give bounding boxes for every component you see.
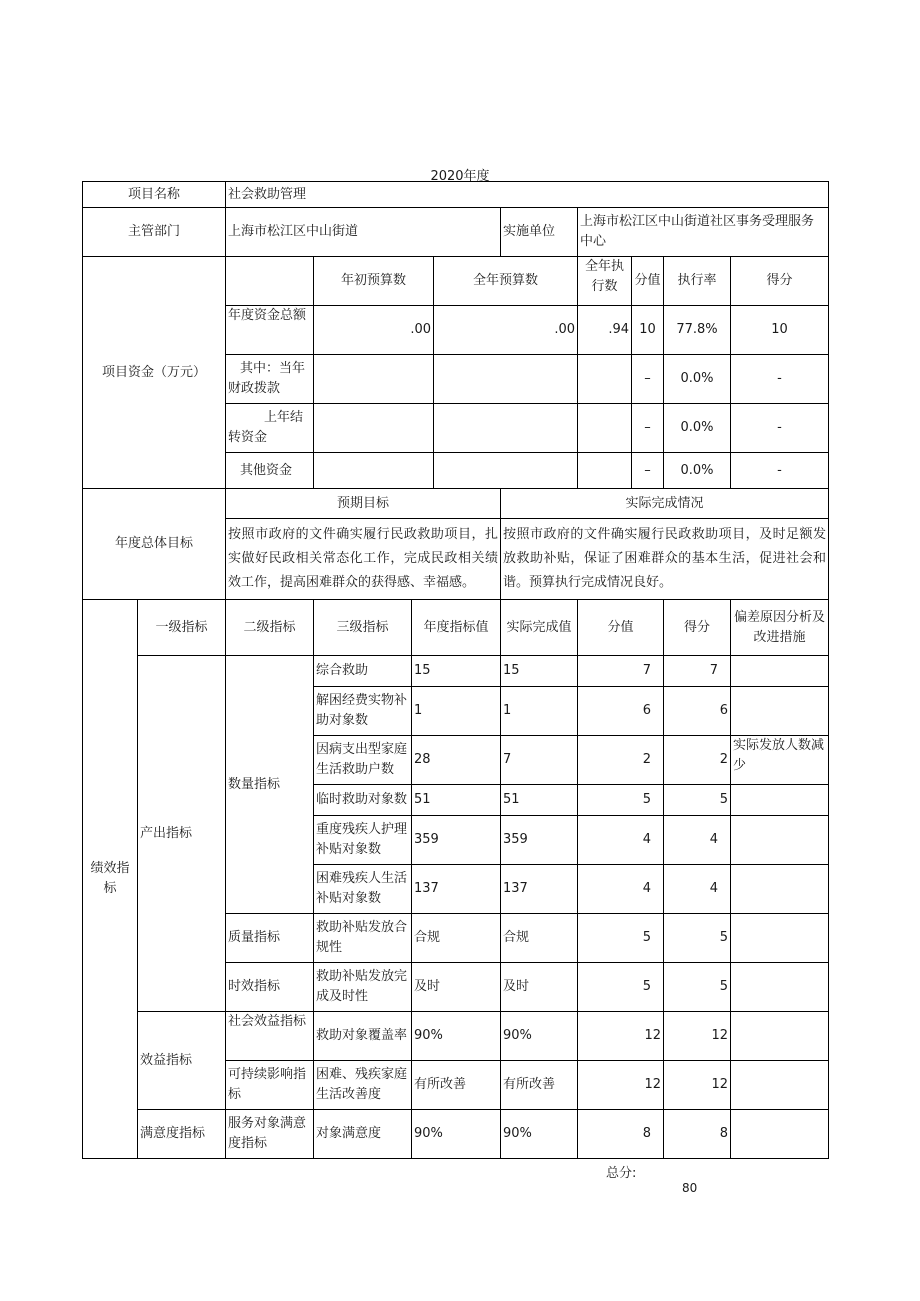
indicator-score: 2 xyxy=(664,736,731,785)
indicator-score: 8 xyxy=(664,1110,731,1159)
goals-expected-header: 预期目标 xyxy=(226,489,501,519)
indicator-score-value: 2 xyxy=(578,736,664,785)
sustain-label: 可持续影响指标 xyxy=(226,1061,314,1110)
fund-row-score: - xyxy=(731,404,829,453)
quantity-label: 数量指标 xyxy=(226,656,314,914)
perf-header-score-value: 分值 xyxy=(578,600,664,656)
indicator-score-value: 12 xyxy=(578,1012,664,1061)
fund-row-name: 其他资金 xyxy=(226,453,314,489)
perf-header-actual: 实际完成值 xyxy=(501,600,578,656)
indicator-name: 解困经费实物补助对象数 xyxy=(314,687,412,736)
fund-row-initial xyxy=(314,453,434,489)
indicator-score: 4 xyxy=(664,816,731,865)
funds-header-full: 全年预算数 xyxy=(434,257,578,306)
indicator-target: 合规 xyxy=(412,914,501,963)
indicator-name: 救助补贴发放完成及时性 xyxy=(314,963,412,1012)
indicator-score-value: 5 xyxy=(578,785,664,816)
fund-row-name: 上年结转资金 xyxy=(226,404,314,453)
indicator-score-value: 4 xyxy=(578,816,664,865)
dept-label: 主管部门 xyxy=(83,208,226,257)
funds-header-score-value: 分值 xyxy=(632,257,664,306)
indicator-score-value: 6 xyxy=(578,687,664,736)
year-title: 2020年度 xyxy=(430,169,490,184)
fund-row-score: - xyxy=(731,355,829,404)
fund-row-score-value: – xyxy=(632,355,664,404)
total-value: 80 xyxy=(682,1181,698,1195)
impl-unit-value: 上海市松江区中山街道社区事务受理服务中心 xyxy=(578,208,829,257)
indicator-analysis xyxy=(731,1061,829,1110)
funds-header-exec: 全年执行数 xyxy=(578,257,632,306)
perf-header-score: 得分 xyxy=(664,600,731,656)
indicator-target: 有所改善 xyxy=(412,1061,501,1110)
indicator-actual: 有所改善 xyxy=(501,1061,578,1110)
indicator-analysis xyxy=(731,963,829,1012)
fund-row-full xyxy=(434,355,578,404)
indicator-name: 困难、残疾家庭生活改善度 xyxy=(314,1061,412,1110)
indicator-score: 12 xyxy=(664,1061,731,1110)
fund-row-exec: .94 xyxy=(578,306,632,355)
fund-row-initial: .00 xyxy=(314,306,434,355)
indicator-score-value: 12 xyxy=(578,1061,664,1110)
fund-row-rate: 0.0% xyxy=(664,404,731,453)
funds-label: 项目资金（万元） xyxy=(83,257,226,489)
indicator-score-value: 8 xyxy=(578,1110,664,1159)
indicator-analysis xyxy=(731,1110,829,1159)
perf-header-l2: 二级指标 xyxy=(226,600,314,656)
fund-row-full xyxy=(434,404,578,453)
indicator-score: 5 xyxy=(664,785,731,816)
indicator-name: 困难残疾人生活补贴对象数 xyxy=(314,865,412,914)
goals-actual-header: 实际完成情况 xyxy=(501,489,829,519)
indicator-score-value: 4 xyxy=(578,865,664,914)
project-name-value: 社会救助管理 xyxy=(226,182,829,208)
fund-row-score: - xyxy=(731,453,829,489)
perf-header-target: 年度指标值 xyxy=(412,600,501,656)
indicator-name: 救助补贴发放合规性 xyxy=(314,914,412,963)
fund-row-rate: 0.0% xyxy=(664,355,731,404)
indicator-score: 7 xyxy=(664,656,731,687)
fund-row-name: 其中：当年财政拨款 xyxy=(226,355,314,404)
perf-header-analysis: 偏差原因分析及改进措施 xyxy=(731,600,829,656)
fund-row-initial xyxy=(314,355,434,404)
fund-row-initial xyxy=(314,404,434,453)
perf-header-l1: 一级指标 xyxy=(138,600,226,656)
satisfaction-label: 满意度指标 xyxy=(138,1110,226,1159)
timeliness-label: 时效指标 xyxy=(226,963,314,1012)
indicator-actual: 90% xyxy=(501,1012,578,1061)
goals-label: 年度总体目标 xyxy=(83,489,226,600)
indicator-actual: 137 xyxy=(501,865,578,914)
project-name-label: 项目名称 xyxy=(83,182,226,208)
benefit-label: 效益指标 xyxy=(138,1012,226,1110)
indicator-target: 1 xyxy=(412,687,501,736)
indicator-actual: 15 xyxy=(501,656,578,687)
fund-row-score-value: 10 xyxy=(632,306,664,355)
fund-row-score-value: – xyxy=(632,453,664,489)
indicator-analysis xyxy=(731,656,829,687)
indicator-name: 临时救助对象数 xyxy=(314,785,412,816)
indicator-score: 6 xyxy=(664,687,731,736)
indicator-name: 综合救助 xyxy=(314,656,412,687)
fund-row-full: .00 xyxy=(434,306,578,355)
impl-unit-label: 实施单位 xyxy=(501,208,578,257)
funds-header-blank xyxy=(226,257,314,306)
fund-row-exec xyxy=(578,453,632,489)
indicator-actual: 359 xyxy=(501,816,578,865)
indicator-analysis xyxy=(731,865,829,914)
satisfaction-l2: 服务对象满意度指标 xyxy=(226,1110,314,1159)
indicator-name: 重度残疾人护理补贴对象数 xyxy=(314,816,412,865)
funds-header-initial: 年初预算数 xyxy=(314,257,434,306)
fund-row-full xyxy=(434,453,578,489)
indicator-analysis xyxy=(731,1012,829,1061)
indicator-analysis: 实际发放人数减少 xyxy=(731,736,829,785)
fund-row-exec xyxy=(578,404,632,453)
indicator-target: 90% xyxy=(412,1012,501,1061)
indicator-name: 救助对象覆盖率 xyxy=(314,1012,412,1061)
indicator-score: 5 xyxy=(664,914,731,963)
fund-row-name: 年度资金总额 xyxy=(226,306,314,355)
indicator-score: 5 xyxy=(664,963,731,1012)
goals-actual-text: 按照市政府的文件确实履行民政救助项目，及时足额发放救助补贴，保证了困难群众的基本生活，促进社会和谐。预算执行完成情况良好。 xyxy=(501,519,829,600)
indicator-actual: 1 xyxy=(501,687,578,736)
indicator-target: 137 xyxy=(412,865,501,914)
indicator-score-value: 5 xyxy=(578,914,664,963)
indicator-analysis xyxy=(731,816,829,865)
fund-row-rate: 77.8% xyxy=(664,306,731,355)
indicator-target: 51 xyxy=(412,785,501,816)
total-label: 总分: xyxy=(606,1166,637,1181)
quality-label: 质量指标 xyxy=(226,914,314,963)
indicator-actual: 合规 xyxy=(501,914,578,963)
indicator-target: 15 xyxy=(412,656,501,687)
output-label: 产出指标 xyxy=(138,656,226,1012)
funds-header-rate: 执行率 xyxy=(664,257,731,306)
indicator-analysis xyxy=(731,785,829,816)
indicator-analysis xyxy=(731,914,829,963)
perf-header-l3: 三级指标 xyxy=(314,600,412,656)
perf-label: 绩效指标 xyxy=(83,600,138,1159)
fund-row-score: 10 xyxy=(731,306,829,355)
indicator-score: 4 xyxy=(664,865,731,914)
indicator-target: 90% xyxy=(412,1110,501,1159)
performance-table xyxy=(82,181,829,1159)
indicator-target: 359 xyxy=(412,816,501,865)
fund-row-exec xyxy=(578,355,632,404)
goals-expected-text: 按照市政府的文件确实履行民政救助项目，扎实做好民政相关常态化工作，完成民政相关绩效工作，提高困难群众的获得感、幸福感。 xyxy=(226,519,501,600)
social-benefit-label: 社会效益指标 xyxy=(226,1012,314,1061)
indicator-score-value: 7 xyxy=(578,656,664,687)
fund-row-rate: 0.0% xyxy=(664,453,731,489)
indicator-actual: 90% xyxy=(501,1110,578,1159)
indicator-actual: 51 xyxy=(501,785,578,816)
indicator-actual: 及时 xyxy=(501,963,578,1012)
indicator-name: 因病支出型家庭生活救助户数 xyxy=(314,736,412,785)
indicator-target: 28 xyxy=(412,736,501,785)
indicator-score: 12 xyxy=(664,1012,731,1061)
indicator-score-value: 5 xyxy=(578,963,664,1012)
funds-header-score: 得分 xyxy=(731,257,829,306)
indicator-target: 及时 xyxy=(412,963,501,1012)
indicator-actual: 7 xyxy=(501,736,578,785)
fund-row-score-value: – xyxy=(632,404,664,453)
indicator-name: 对象满意度 xyxy=(314,1110,412,1159)
indicator-analysis xyxy=(731,687,829,736)
dept-value: 上海市松江区中山街道 xyxy=(226,208,501,257)
